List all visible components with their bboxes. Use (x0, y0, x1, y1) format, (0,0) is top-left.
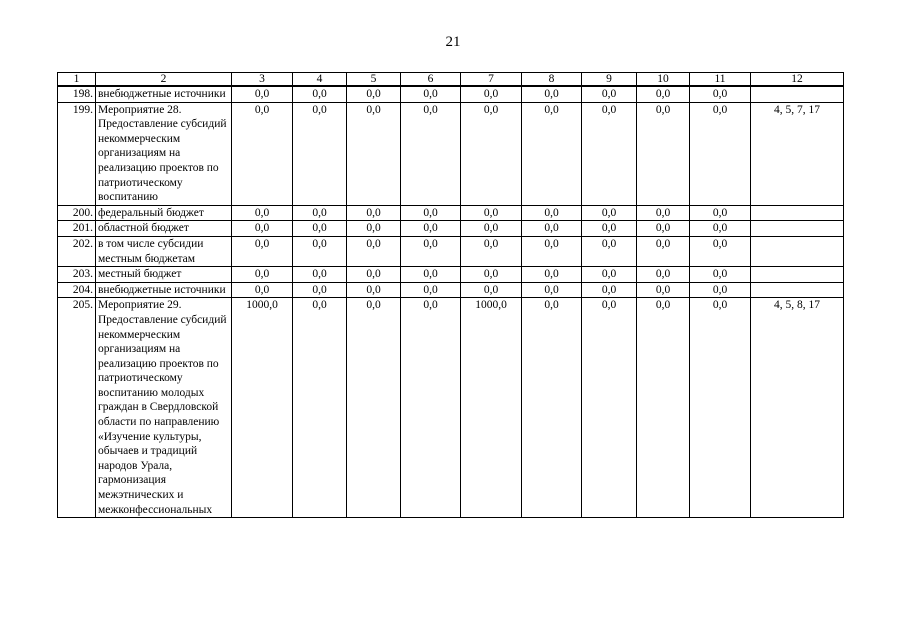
value-cell-col-11: 0,0 (690, 282, 751, 298)
value-cell-col-8: 0,0 (522, 267, 582, 283)
table-row (58, 267, 844, 283)
column-header-11: 11 (690, 73, 751, 87)
row-number: 198. (58, 86, 96, 102)
row-number: 203. (58, 267, 96, 283)
column-header-8: 8 (522, 73, 582, 87)
value-cell-col-3: 0,0 (232, 267, 293, 283)
value-cell-col-10: 0,0 (637, 267, 690, 283)
table-row (58, 221, 844, 237)
value-cell-col-6: 0,0 (401, 86, 461, 102)
row-number: 204. (58, 282, 96, 298)
value-cell-col-11: 0,0 (690, 267, 751, 283)
value-cell-col-5: 0,0 (347, 236, 401, 266)
row-number: 199. (58, 102, 96, 205)
target-indicators: 4, 5, 8, 17 (751, 298, 844, 518)
value-cell-col-3: 0,0 (232, 205, 293, 221)
value-cell-col-4: 0,0 (293, 205, 347, 221)
column-header-2: 2 (96, 73, 232, 87)
value-cell-col-10: 0,0 (637, 86, 690, 102)
row-number: 200. (58, 205, 96, 221)
value-cell-col-9: 0,0 (582, 267, 637, 283)
value-cell-col-6: 0,0 (401, 298, 461, 518)
value-cell-col-9: 0,0 (582, 221, 637, 237)
target-indicators (751, 205, 844, 221)
value-cell-col-5: 0,0 (347, 282, 401, 298)
value-cell-col-7: 0,0 (461, 236, 522, 266)
row-name: областной бюджет (96, 221, 232, 237)
column-header-5: 5 (347, 73, 401, 87)
value-cell-col-5: 0,0 (347, 102, 401, 205)
value-cell-col-3: 0,0 (232, 236, 293, 266)
value-cell-col-4: 0,0 (293, 86, 347, 102)
value-cell-col-3: 0,0 (232, 86, 293, 102)
table-row (58, 236, 844, 266)
table-row (58, 282, 844, 298)
value-cell-col-3: 0,0 (232, 102, 293, 205)
column-header-7: 7 (461, 73, 522, 87)
value-cell-col-8: 0,0 (522, 86, 582, 102)
value-cell-col-9: 0,0 (582, 298, 637, 518)
value-cell-col-8: 0,0 (522, 221, 582, 237)
value-cell-col-9: 0,0 (582, 86, 637, 102)
row-number: 201. (58, 221, 96, 237)
value-cell-col-10: 0,0 (637, 102, 690, 205)
page-number: 21 (445, 34, 461, 50)
value-cell-col-5: 0,0 (347, 267, 401, 283)
table-row (58, 86, 844, 102)
value-cell-col-11: 0,0 (690, 298, 751, 518)
table-row (58, 205, 844, 221)
column-header-4: 4 (293, 73, 347, 87)
value-cell-col-10: 0,0 (637, 298, 690, 518)
value-cell-col-3: 0,0 (232, 221, 293, 237)
table-row (58, 102, 844, 205)
value-cell-col-5: 0,0 (347, 86, 401, 102)
target-indicators (751, 267, 844, 283)
table-row (58, 298, 844, 518)
value-cell-col-9: 0,0 (582, 282, 637, 298)
value-cell-col-4: 0,0 (293, 298, 347, 518)
target-indicators (751, 282, 844, 298)
row-name: внебюджетные источники (96, 86, 232, 102)
value-cell-col-9: 0,0 (582, 102, 637, 205)
value-cell-col-11: 0,0 (690, 236, 751, 266)
value-cell-col-8: 0,0 (522, 298, 582, 518)
column-header-12: 12 (751, 73, 844, 87)
value-cell-col-11: 0,0 (690, 102, 751, 205)
value-cell-col-9: 0,0 (582, 236, 637, 266)
value-cell-col-7: 0,0 (461, 221, 522, 237)
value-cell-col-7: 0,0 (461, 102, 522, 205)
row-name: местный бюджет (96, 267, 232, 283)
value-cell-col-8: 0,0 (522, 282, 582, 298)
value-cell-col-6: 0,0 (401, 282, 461, 298)
value-cell-col-3: 1000,0 (232, 298, 293, 518)
header-row (58, 73, 844, 87)
value-cell-col-11: 0,0 (690, 221, 751, 237)
row-name: федеральный бюджет (96, 205, 232, 221)
value-cell-col-10: 0,0 (637, 205, 690, 221)
value-cell-col-10: 0,0 (637, 236, 690, 266)
value-cell-col-6: 0,0 (401, 102, 461, 205)
value-cell-col-8: 0,0 (522, 102, 582, 205)
value-cell-col-7: 0,0 (461, 282, 522, 298)
row-name: Мероприятие 28. Предоставление субсидий некоммерческим организациям на реализацию проектов по патриотическому воспитанию (96, 102, 232, 205)
row-name: Мероприятие 29. Предоставление субсидий некоммерческим организациям на реализацию проектов по патриотическому воспитанию молодых граждан в Свердловской области по направлению «Изучение культуры, обычаев и традиций народов Урала, гармонизация межэтнических и межконфессиональных (96, 298, 232, 518)
column-header-3: 3 (232, 73, 293, 87)
row-number: 205. (58, 298, 96, 518)
value-cell-col-4: 0,0 (293, 282, 347, 298)
budget-table (57, 72, 844, 518)
value-cell-col-10: 0,0 (637, 221, 690, 237)
value-cell-col-6: 0,0 (401, 205, 461, 221)
value-cell-col-4: 0,0 (293, 267, 347, 283)
value-cell-col-6: 0,0 (401, 267, 461, 283)
value-cell-col-11: 0,0 (690, 86, 751, 102)
value-cell-col-3: 0,0 (232, 282, 293, 298)
value-cell-col-8: 0,0 (522, 236, 582, 266)
value-cell-col-10: 0,0 (637, 282, 690, 298)
value-cell-col-4: 0,0 (293, 236, 347, 266)
value-cell-col-7: 0,0 (461, 86, 522, 102)
table-body (58, 86, 844, 518)
value-cell-col-5: 0,0 (347, 221, 401, 237)
value-cell-col-4: 0,0 (293, 102, 347, 205)
value-cell-col-7: 1000,0 (461, 298, 522, 518)
value-cell-col-9: 0,0 (582, 205, 637, 221)
value-cell-col-4: 0,0 (293, 221, 347, 237)
target-indicators (751, 236, 844, 266)
column-header-9: 9 (582, 73, 637, 87)
value-cell-col-6: 0,0 (401, 236, 461, 266)
row-name: в том числе субсидии местным бюджетам (96, 236, 232, 266)
column-header-10: 10 (637, 73, 690, 87)
value-cell-col-5: 0,0 (347, 298, 401, 518)
value-cell-col-5: 0,0 (347, 205, 401, 221)
target-indicators (751, 86, 844, 102)
column-header-6: 6 (401, 73, 461, 87)
target-indicators (751, 221, 844, 237)
column-header-1: 1 (58, 73, 96, 87)
row-number: 202. (58, 236, 96, 266)
value-cell-col-11: 0,0 (690, 205, 751, 221)
row-name: внебюджетные источники (96, 282, 232, 298)
target-indicators: 4, 5, 7, 17 (751, 102, 844, 205)
value-cell-col-6: 0,0 (401, 221, 461, 237)
value-cell-col-7: 0,0 (461, 205, 522, 221)
value-cell-col-7: 0,0 (461, 267, 522, 283)
value-cell-col-8: 0,0 (522, 205, 582, 221)
